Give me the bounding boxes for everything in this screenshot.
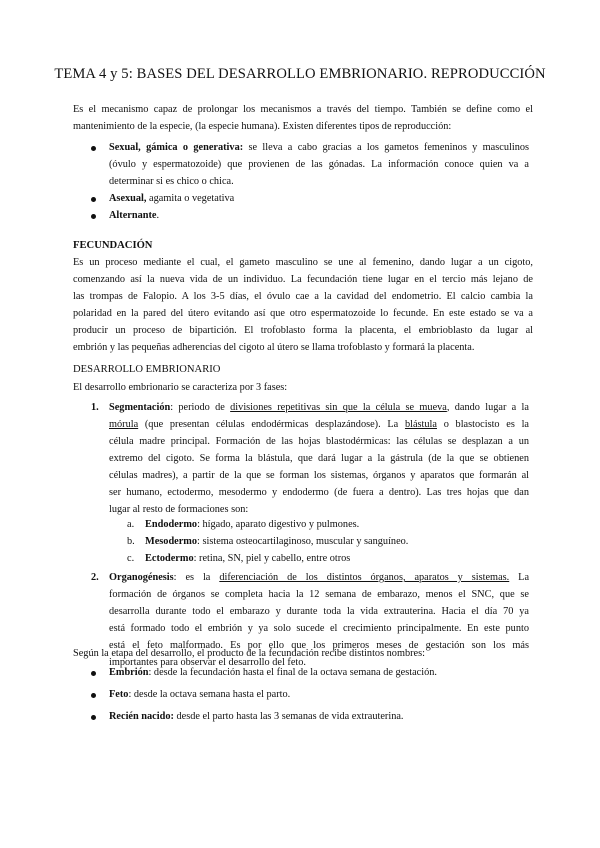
underlined-text: diferenciación de los distintos órganos, aparatos y sistemas. xyxy=(219,572,510,583)
list-item-text: . xyxy=(156,210,160,221)
phase-text: formación de órganos se completa hacia la 12 semana de embarazo, menos el SNC, que se xyxy=(109,589,529,600)
underlined-text: divisiones repetitivas sin que la célula se mueva xyxy=(230,402,447,413)
fecundacion-paragraph xyxy=(73,254,533,356)
term-organogenesis: Organogénesis xyxy=(109,572,174,583)
term-endodermo: Endodermo xyxy=(145,519,198,530)
phase-text: desarrolla durante todo el embarazo y durante toda la vida extrauterina. Hacia el día 70 ya xyxy=(109,606,529,617)
list-item-text: desde el parto hasta las 3 semanas de vida extrauterina. xyxy=(173,711,404,722)
subitem-text: : retina, SN, piel y cabello, entre otros xyxy=(193,553,351,564)
list-item-text: : desde la fecundación hasta el final de la octava semana de gestación. xyxy=(148,667,437,678)
bullet-dot-icon xyxy=(91,693,96,698)
bullet-dot-icon xyxy=(91,715,96,720)
paragraph-line: Según la etapa del desarrollo, el producto de la fecundación recibe distintos nombres: xyxy=(73,648,425,659)
list-number: 1. xyxy=(91,402,99,413)
list-item-alternante xyxy=(109,207,159,224)
term-segmentacion: Segmentación xyxy=(109,402,171,413)
phase-text: , dando lugar a la xyxy=(446,402,529,413)
section-heading-desarrollo: DESARROLLO EMBRIONARIO xyxy=(73,364,221,375)
phase-segmentacion xyxy=(109,399,529,518)
term-feto: Feto xyxy=(109,689,129,700)
sublist-letter: b. xyxy=(127,536,135,547)
phase-text: importantes para observar el desarrollo del feto. xyxy=(109,657,306,668)
underlined-text: blástula xyxy=(404,419,437,430)
intro-line: Es el mecanismo capaz de prolongar los mecanismos a través del tiempo. También se define como el xyxy=(73,104,533,115)
term-alternante: Alternante xyxy=(109,210,157,221)
list-item-text: se lleva a cabo gracias a los gametos femeninos y masculinos xyxy=(243,142,529,153)
section-heading-fecundacion: FECUNDACIÓN xyxy=(73,240,153,251)
phase-text: La xyxy=(509,572,530,583)
phase-text: células madres), a partir de la que se forman los sistemas, órganos y aparatos que formarán al xyxy=(109,470,529,481)
list-item-text: : desde la octava semana hasta el parto. xyxy=(128,689,291,700)
sublist-letter: c. xyxy=(127,553,135,564)
phase-text: extremo del cigoto. Se forma la blástula, que dará lugar a la gástrula (de la que se obtienen xyxy=(109,453,529,464)
paragraph-line: El desarrollo embrionario se caracteriza por 3 fases: xyxy=(73,382,288,393)
subitem-mesodermo xyxy=(145,533,408,550)
bullet-dot-icon xyxy=(91,146,96,151)
term-ectodermo: Ectodermo xyxy=(145,553,194,564)
phase-text: está formado todo el embrión y ya solo sucede el crecimiento principalmente. En este punto xyxy=(109,623,529,634)
phase-text: célula madre principal. Formación de las hojas blastodérmicas: las células se desplazan a un xyxy=(109,436,529,447)
subitem-text: : sistema osteocartilaginoso, muscular y sanguíneo. xyxy=(197,536,409,547)
list-item-text: agamita o vegetativa xyxy=(146,193,235,204)
paragraph-line: producir un proceso de bipartición. El trofoblasto forma la placenta, el embrioblasto da lugar al xyxy=(73,325,533,336)
underlined-text: mórula xyxy=(109,419,139,430)
subitem-endodermo xyxy=(145,516,359,533)
paragraph-line: las trompas de Falopio. A los 3-5 días, el óvulo cae a la cavidad del endometrio. El calcio cambia la xyxy=(73,291,533,302)
paragraph-line: embrión y las pequeñas adherencias del cigoto al útero se llama trofoblasto y formará la placenta. xyxy=(73,342,475,353)
phase-text: o blastocisto es la xyxy=(436,419,529,430)
paragraph-line: polaridad en la pared del útero evitando así que otro espermatozoide lo fecunde. En este estado se va a xyxy=(73,308,533,319)
page-title: TEMA 4 y 5: BASES DEL DESARROLLO EMBRIONARIO. REPRODUCCIÓN xyxy=(54,66,546,82)
list-item-feto xyxy=(109,686,290,703)
phase-text: está el feto malformado. Es por ello que los primeros meses de gestación son los más xyxy=(109,640,529,651)
phase-text: : periodo de xyxy=(170,402,231,413)
term-sexual: Sexual, gámica o generativa: xyxy=(109,142,244,153)
list-item-recien-nacido xyxy=(109,708,404,725)
list-item-text: determinar si es chico o chica. xyxy=(109,176,234,187)
list-number: 2. xyxy=(91,572,99,583)
bullet-dot-icon xyxy=(91,197,96,202)
list-item-sexual xyxy=(109,139,529,190)
paragraph-line: comenzando así la nueva vida de un individuo. La fecundación tiene lugar en el tercio más lejano de xyxy=(73,274,533,285)
list-item-embrion xyxy=(109,664,437,681)
phase-text: : es la xyxy=(173,572,220,583)
sublist-letter: a. xyxy=(127,519,135,530)
list-item-asexual xyxy=(109,190,234,207)
term-recien-nacido: Recién nacido: xyxy=(109,711,174,722)
phase-text: ser humano, ectodermo, mesodermo y endodermo (de fuera a dentro). Las tres hojas que dan xyxy=(109,487,529,498)
subitem-text: : hígado, aparato digestivo y pulmones. xyxy=(197,519,360,530)
term-embrion: Embrión xyxy=(109,667,149,678)
list-item-text: (óvulo y espermatozoide) que provienen de las gónadas. La información conoce quien va a xyxy=(109,159,529,170)
intro-paragraph xyxy=(73,101,533,135)
bullet-dot-icon xyxy=(91,671,96,676)
phase-text: lugar al resto de formaciones son: xyxy=(109,504,249,515)
bullet-dot-icon xyxy=(91,214,96,219)
intro-line: mantenimiento de la especie, (la especie humana). Existen diferentes tipos de reproducción: xyxy=(73,121,452,132)
term-mesodermo: Mesodermo xyxy=(145,536,198,547)
term-asexual: Asexual, xyxy=(109,193,147,204)
etapas-intro xyxy=(73,645,533,662)
subitem-ectodermo xyxy=(145,550,350,567)
desarrollo-intro xyxy=(73,379,533,396)
paragraph-line: Es un proceso mediante el cual, el gameto masculino se une al femenino, dando lugar a un cigoto, xyxy=(73,257,533,268)
phase-text: (que presentan células endodérmicas desplazándose). La xyxy=(138,419,405,430)
